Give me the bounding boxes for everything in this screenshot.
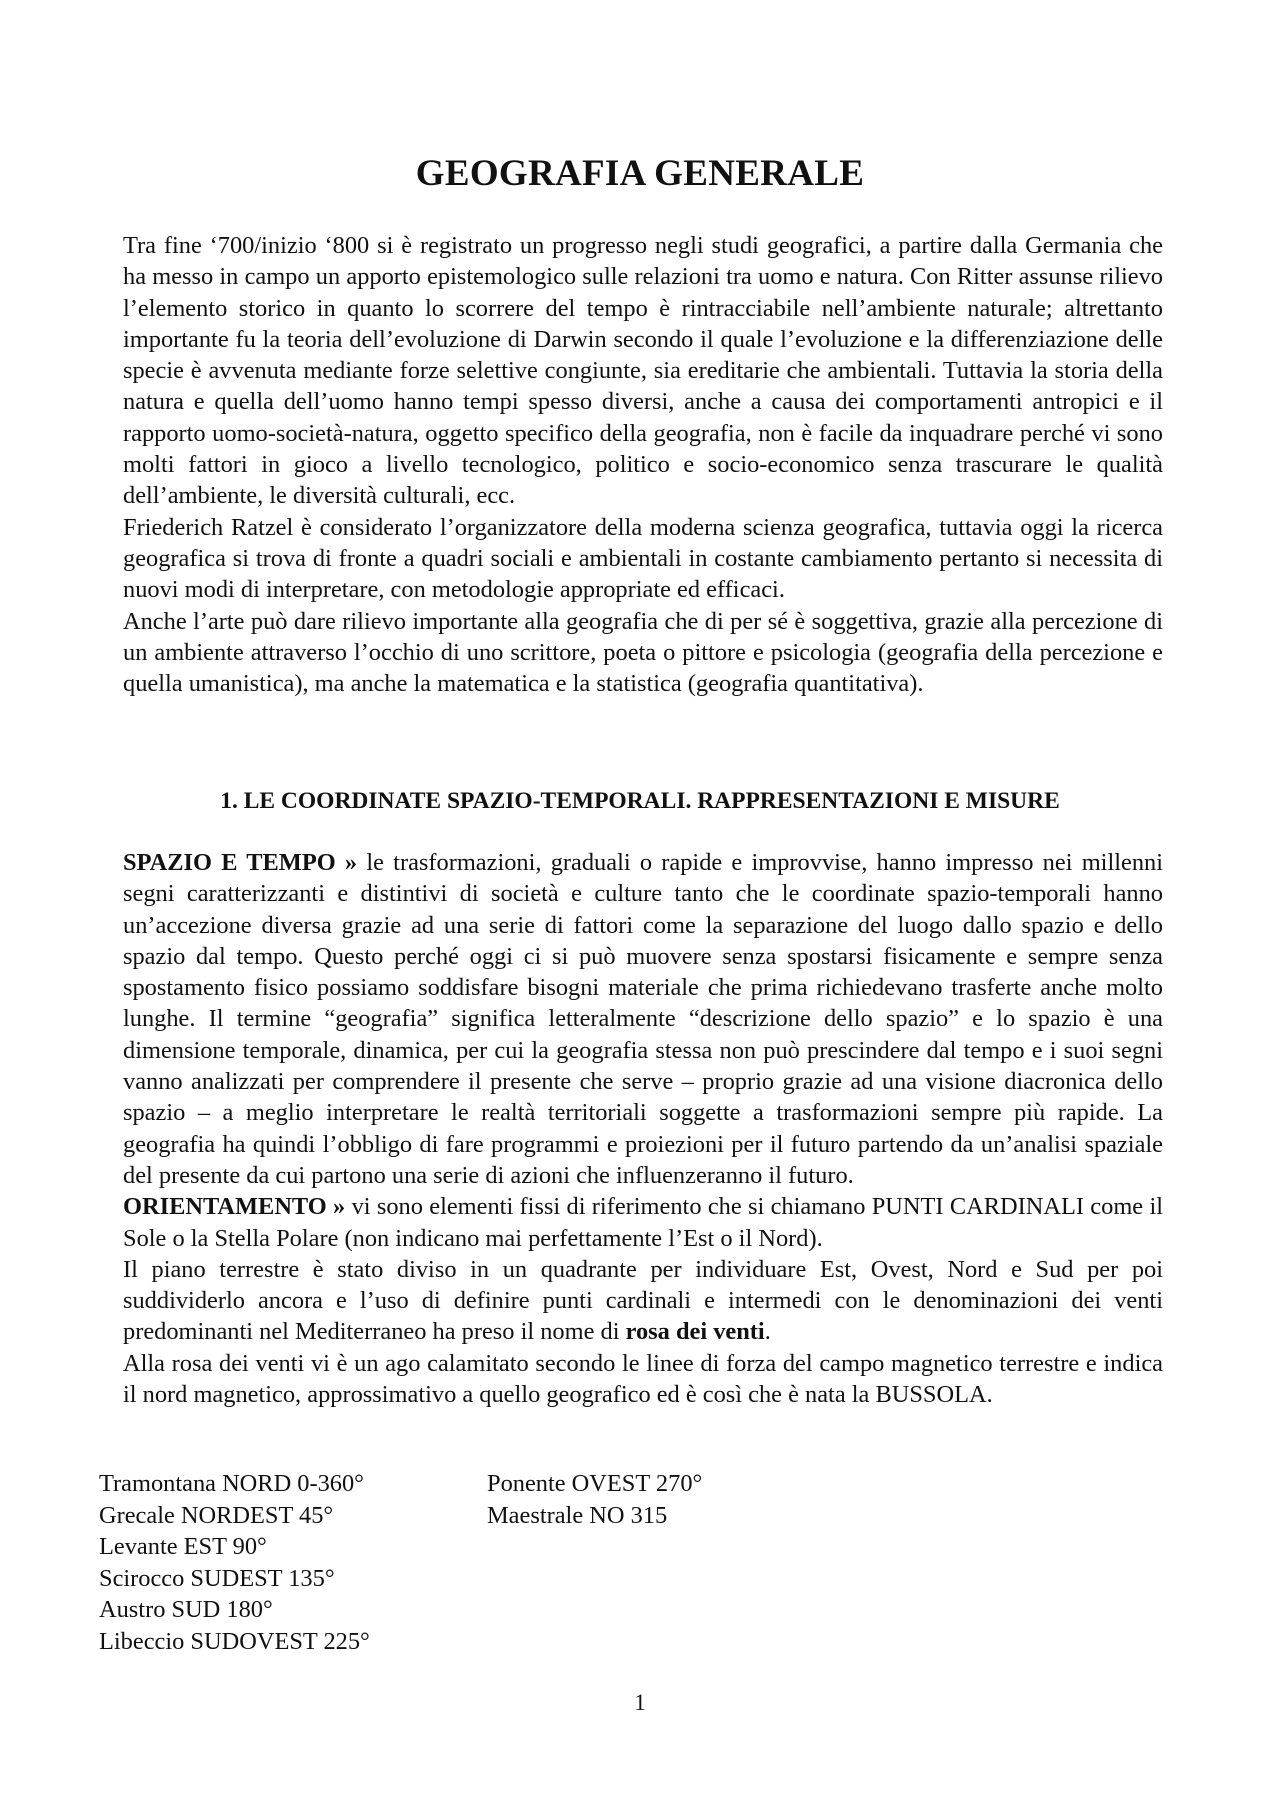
winds-list-right	[487, 1468, 702, 1531]
rosa-dei-venti-term: rosa dei venti	[625, 1318, 765, 1346]
wind-item: Libeccio SUDOVEST 225°	[99, 1627, 370, 1655]
intro-paragraph-arte: Anche l’arte può dare rilievo importante alla geografia che di per sé è soggettiva, grazie alla percezione di un ambiente attraverso l’occhio di uno scrittore, poeta o pittore e psicologia (geografia della percezione e quella umanistica), ma anche la matematica e la statistica (geografia quantitativa).	[123, 607, 1163, 698]
wind-item: Austro SUD 180°	[99, 1596, 273, 1623]
piano-terrestre-paragraph	[123, 1254, 1163, 1348]
section-coordinate-body	[123, 847, 1163, 1410]
intro-paragraph-ratzel: Friederich Ratzel è considerato l’organizzatore della moderna scienza geografica, tuttavia oggi la ricerca geografica si trova di fronte a quadri sociali e ambientali in costante cambiamento pertanto si necessita di nuovi modi di interpretare, con metodologie appropriate ed efficaci.	[123, 513, 1163, 604]
piano-text-after: .	[764, 1318, 771, 1346]
winds-list-left	[99, 1468, 370, 1657]
spazio-tempo-paragraph	[123, 847, 1163, 1191]
section-heading: 1. LE COORDINATE SPAZIO-TEMPORALI. RAPPRESENTAZIONI E MISURE	[220, 788, 1060, 814]
orientamento-paragraph	[123, 1191, 1163, 1254]
wind-item: Tramontana NORD 0-360°	[99, 1470, 364, 1497]
piano-text-before: Il piano terrestre è stato diviso in un quadrante per individuare Est, Ovest, Nord e Sud per poi suddividerlo ancora e l’uso di definire punti cardinali e intermedi con le denominazioni dei venti predominanti nel Mediterraneo ha preso il nome di	[123, 1255, 1163, 1346]
wind-item: Levante EST 90°	[99, 1533, 267, 1560]
spazio-tempo-term: SPAZIO E TEMPO »	[123, 849, 358, 876]
spazio-tempo-text: le trasformazioni, graduali o rapide e improvvise, hanno impresso nei millenni segni caratterizzanti e distintivi di società e culture tanto che le coordinate spazio-temporali hanno un’accezione diversa grazie ad una serie di fattori come la separazione del luogo dallo spazio e dello spazio dal tempo. Questo perché oggi ci si può muovere senza spostarsi fisicamente e sempre senza spostamento fisico possiamo soddisfare bisogni materiale che prima richiedevano trasferte anche molto lunghe. Il termine “geografia” significa letteralmente “descrizione dello spazio” e lo spazio è una dimensione temporale, dinamica, per cui la geografia stessa non può prescindere dal tempo e i suoi segni vanno analizzati per comprendere il presente che serve – proprio grazie ad una visione diacronica dello spazio – a meglio interpretare le realtà territoriali soggette a trasformazioni sempre più rapide. La geografia ha quindi l’obbligo di fare programmi e proiezioni per il futuro partendo da un’analisi spaziale del presente da cui partono una serie di azioni che influenzeranno il futuro.	[123, 849, 1163, 1189]
wind-item: Ponente OVEST 270°	[487, 1470, 703, 1497]
wind-item: Maestrale NO 315	[487, 1501, 668, 1529]
page-title: GEOGRAFIA GENERALE	[415, 153, 865, 194]
orientamento-term: ORIENTAMENTO »	[123, 1193, 346, 1221]
orientamento-text: vi sono elementi fissi di riferimento che si chiamano PUNTI CARDINALI come il Sole o la Stella Polare (non indicano mai perfettamente l’Est o il Nord).	[123, 1193, 1163, 1252]
page-number: 1	[634, 1690, 646, 1715]
bussola-paragraph: Alla rosa dei venti vi è un ago calamitato secondo le linee di forza del campo magnetico terrestre e indica il nord magnetico, approssimativo a quello geografico ed è così che è nata la BUSSOLA.	[123, 1349, 1163, 1409]
wind-item: Scirocco SUDEST 135°	[99, 1564, 335, 1592]
intro-paragraph-ritter: Tra fine ‘700/inizio ‘800 si è registrato un progresso negli studi geografici, a partire dalla Germania che ha messo in campo un apporto epistemologico sulle relazioni tra uomo e natura. Con Ritter assunse rilievo l’elemento storico in quanto lo scorrere del tempo è rintracciabile nell’ambiente naturale; altrettanto importante fu la teoria dell’evoluzione di Darwin secondo il quale l’evoluzione e la differenziazione delle specie è avvenuta mediante forze selettive congiunte, sia ereditarie che ambientali. Tuttavia la storia della natura e quella dell’uomo hanno tempi spesso diversi, anche a causa dei comportamenti antropici e il rapporto uomo-società-natura, oggetto specifico della geografia, non è facile da inquadrare perché vi sono molti fattori in gioco a livello tecnologico, politico e socio-economico senza trascurare le qualità dell’ambiente, le diversità culturali, ecc.	[123, 232, 1163, 510]
intro-section	[123, 230, 1163, 699]
wind-item: Grecale NORDEST 45°	[99, 1501, 334, 1529]
